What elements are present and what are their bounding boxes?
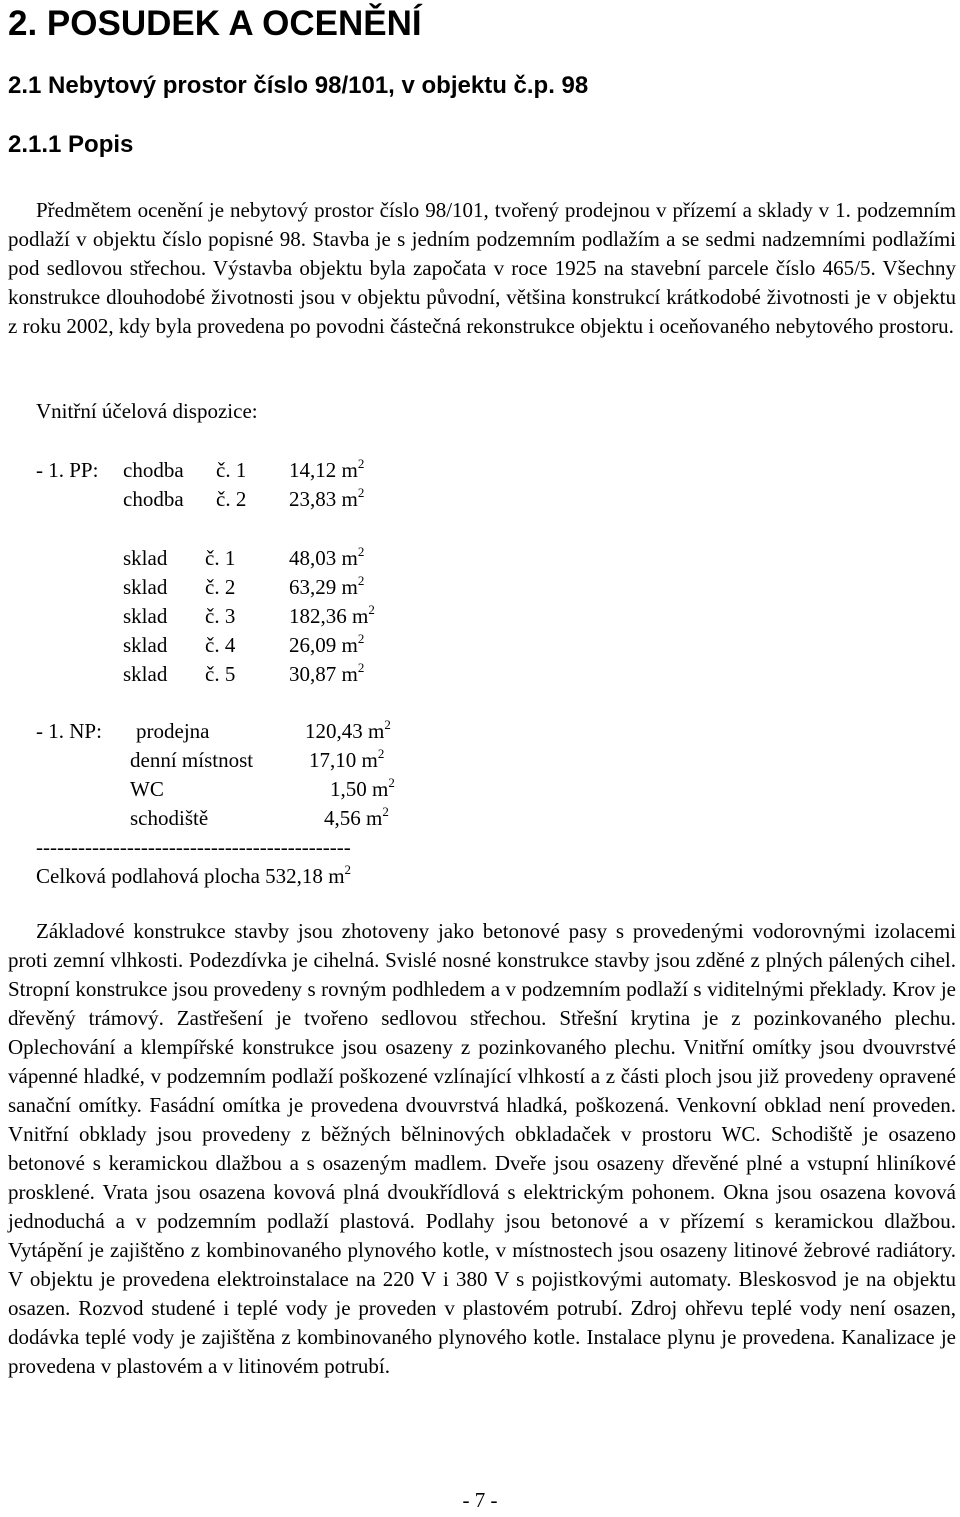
pp-room-num: č. 1 (216, 458, 247, 482)
intro-paragraph: Předmětem ocenění je nebytový prostor číslo 98/101, tvořený prodejnou v přízemí a sklady v 1. podzemním podlaží v objektu číslo popisné 98. Stavba je s jedním podzemním podlažím a se sedmi nadzemními podlažími pod sedlovou střechou. Výstavba objektu byla započata v roce 1925 na stavební parcele číslo 465/5. Všechny konstrukce dlouhodobé životnosti jsou v objektu původní, většina konstrukcí krátkodobé životnosti je v objektu z roku 2002, kdy byla provedena po povodni částečná rekonstrukce objektu i oceňovaného nebytového prostoru. (8, 198, 956, 338)
pp-room-area: 26,09 $m^2$ (289, 631, 365, 657)
pp-room-name: sklad (123, 604, 168, 628)
pp-room-num: č. 2 (205, 575, 236, 599)
pp-room-area: 23,83 $m^2$ (289, 485, 365, 511)
pp-room-name: chodba (123, 458, 184, 482)
pp-room-num: č. 3 (205, 604, 236, 628)
pp-room-num: č. 2 (216, 487, 247, 511)
np-room-area: 17,10 $m^2$ (309, 746, 385, 772)
pp-room-name: sklad (123, 546, 168, 570)
total-area: Celková podlahová plocha 532,18 $m^2$ (36, 862, 352, 888)
pp-room-area: 182,36 $m^2$ (289, 602, 375, 628)
pp-room-num: č. 4 (205, 633, 236, 657)
pp-room-name: sklad (123, 633, 168, 657)
np-room-name: prodejna (136, 719, 210, 743)
subsection-heading: 2.1 Nebytový prostor číslo 98/101, v objektu č.p. 98 (8, 72, 589, 99)
pp-room-num: č. 1 (205, 546, 236, 570)
np-room-area: 1,50 $m^2$ (330, 775, 395, 801)
section-heading: 2.1.1 Popis (8, 131, 134, 158)
dispo-label: Vnitřní účelová dispozice: (36, 399, 258, 423)
pp-room-name: chodba (123, 487, 184, 511)
pp-room-area: 63,29 $m^2$ (289, 573, 365, 599)
pp-room-num: č. 5 (205, 662, 236, 686)
np-room-name: denní místnost (130, 748, 254, 772)
page-heading: 2. POSUDEK A OCENĚNÍ (8, 4, 422, 43)
np-floor-label: - 1. NP: (36, 719, 102, 743)
pp-room-area: 14,12 $m^2$ (289, 456, 365, 482)
np-room-name: WC (130, 777, 164, 801)
np-room-area: 120,43 $m^2$ (305, 717, 391, 743)
pp-room-area: 30,87 $m^2$ (289, 660, 365, 686)
separator-line: --------------------------------------------- (36, 835, 351, 859)
pp-room-name: sklad (123, 575, 168, 599)
pp-room-area: 48,03 $m^2$ (289, 544, 365, 570)
np-room-area: 4,56 $m^2$ (324, 804, 389, 830)
pp-room-name: sklad (123, 662, 168, 686)
np-room-name: schodiště (130, 806, 209, 830)
page-number: - 7 - (462, 1488, 498, 1512)
pp-floor-label: - 1. PP: (36, 458, 99, 482)
construction-paragraph: Základové konstrukce stavby jsou zhotoveny jako betonové pasy s provedenými vodorovnými izolacemi proti zemní vlhkosti. Podezdívka je cihelná. Svislé nosné konstrukce stavby jsou zděné z plných pálených cihel. Stropní konstrukce jsou provedeny s rovným podhledem a v podzemním podlaží s viditelnými překlady. Krov je dřevěný trámový. Zastřešení je tvořeno sedlovou střechou. Střešní krytina je z pozinkovaného plechu. Oplechování a klempířské konstrukce jsou osazeny z pozinkovaného plechu. Vnitřní omítky jsou dvouvrstvé vápenné hladké, v podzemním podlaží poškozené vzlínající vlhkostí a z části ploch jsou již provedeny opravené sanační omítky. Fasádní omítka je provedena dvouvrstvá hladká, poškozená. Venkovní obklad není proveden. Vnitřní obklady jsou provedeny z běžných bělninových obkladaček v prostoru WC. Schodiště je osazeno betonové s keramickou dlažbou a s osazeným madlem. Dveře jsou osazeny dřevěné plné a vstupní hliníkové prosklené. Vrata jsou osazena kovová plná dvoukřídlová s elektrickým pohonem. Okna jsou osazena kovová jednoduchá a v podzemním podlaží plastová. Podlahy jsou betonové a v přízemí s keramickou dlažbou. Vytápění je zajištěno z kombinovaného plynového kotle, v místnostech jsou osazeny litinové žebrové radiátory. V objektu je provedena elektroinstalace na 220 V i 380 V s pojistkovými automaty. Bleskosvod je na objektu osazen. Rozvod studené i teplé vody je proveden v plastovém potrubí. Zdroj ohřevu teplé vody není osazen, dodávka teplé vody je zajištěna z kombinovaného plynového kotle. Instalace plynu je provedena. Kanalizace je provedena v plastovém a v litinovém potrubí. (8, 919, 956, 1378)
